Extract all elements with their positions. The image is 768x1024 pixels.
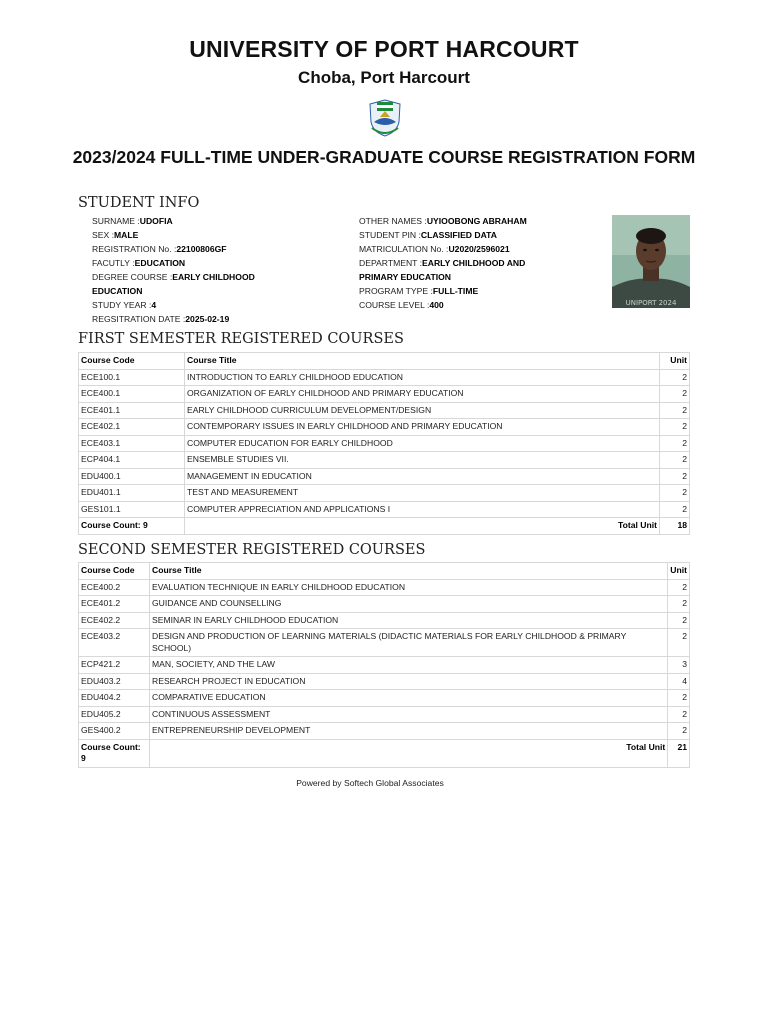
table-row [79, 629, 690, 657]
course-code: EDU403.2 [79, 673, 150, 690]
registration-date-row [92, 312, 282, 326]
course-code: GES400.2 [79, 723, 150, 740]
surname-label: SURNAME : [92, 216, 140, 226]
course-title: EARLY CHILDHOOD CURRICULUM DEVELOPMENT/DESIGN [185, 402, 660, 419]
table-row [79, 386, 690, 403]
course-unit: 2 [660, 452, 690, 469]
department-value: EARLY CHILDHOOD AND PRIMARY EDUCATION [359, 258, 526, 282]
total-unit-value: 21 [668, 739, 690, 767]
course-title: ENSEMBLE STUDIES VII. [185, 452, 660, 469]
table-row [79, 723, 690, 740]
student-pin-label: STUDENT PIN : [359, 230, 421, 240]
student-info-heading: STUDENT INFO [78, 195, 200, 211]
study-year-row [92, 298, 282, 312]
sex-label: SEX : [92, 230, 114, 240]
footer-credit: Powered by Softech Global Associates [296, 778, 444, 788]
table-row [79, 596, 690, 613]
course-title: CONTEMPORARY ISSUES IN EARLY CHILDHOOD AND PRIMARY EDUCATION [185, 419, 660, 436]
other-names-label: OTHER NAMES : [359, 216, 427, 226]
sex-value: MALE [113, 230, 139, 240]
total-unit-label: Total Unit [185, 518, 660, 535]
course-unit: 2 [660, 386, 690, 403]
column-header-unit: Unit [660, 353, 690, 370]
column-header-title: Course Title [185, 353, 660, 370]
surname-value: UDOFIA [139, 216, 173, 226]
student-photo [612, 215, 690, 308]
registration-date-value: 2025-02-19 [185, 314, 230, 324]
table-row [79, 579, 690, 596]
study-year-value: 4 [151, 300, 157, 310]
course-title: EVALUATION TECHNIQUE IN EARLY CHILDHOOD EDUCATION [150, 579, 668, 596]
column-header-title: Course Title [150, 563, 668, 580]
course-level-label: COURSE LEVEL : [359, 300, 430, 310]
sex-row [92, 228, 282, 242]
course-title: MANAGEMENT IN EDUCATION [185, 468, 660, 485]
table-row [79, 468, 690, 485]
table-header-row [79, 353, 690, 370]
university-location: Choba, Port Harcourt [298, 68, 470, 87]
table-row [79, 452, 690, 469]
total-unit-label: Total Unit [150, 739, 668, 767]
program-type-row [359, 284, 549, 298]
student-pin-value: CLASSIFIED DATA [420, 230, 497, 240]
table-header-row [79, 563, 690, 580]
table-row [79, 690, 690, 707]
other-names-value: UYIOOBONG ABRAHAM [426, 216, 527, 226]
degree-course-value: EARLY CHILDHOOD EDUCATION [92, 272, 255, 296]
course-unit: 2 [668, 596, 690, 613]
course-code: EDU401.1 [79, 485, 185, 502]
course-unit: 2 [660, 468, 690, 485]
form-title: 2023/2024 FULL-TIME UNDER-GRADUATE COURSE REGISTRATION FORM [72, 147, 696, 167]
table-row [79, 501, 690, 518]
table-row [79, 673, 690, 690]
table-row [79, 657, 690, 674]
course-title: COMPUTER APPRECIATION AND APPLICATIONS I [185, 501, 660, 518]
table-row [79, 369, 690, 386]
university-crest-icon [366, 98, 404, 138]
course-code: ECE401.1 [79, 402, 185, 419]
registration-date-label: REGSITRATION DATE : [92, 314, 186, 324]
course-title: RESEARCH PROJECT IN EDUCATION [150, 673, 668, 690]
course-title: GUIDANCE AND COUNSELLING [150, 596, 668, 613]
course-title: ENTREPRENEURSHIP DEVELOPMENT [150, 723, 668, 740]
course-code: ECP404.1 [79, 452, 185, 469]
course-code: ECE400.2 [79, 579, 150, 596]
course-title: DESIGN AND PRODUCTION OF LEARNING MATERIALS (DIDACTIC MATERIALS FOR EARLY CHILDHOOD & PRIMARY SCHOOL) [150, 629, 668, 657]
course-unit: 4 [668, 673, 690, 690]
course-unit: 2 [668, 706, 690, 723]
registration-number-label: REGISTRATION No. : [92, 244, 177, 254]
course-level-value: 400 [429, 300, 444, 310]
student-info-left [92, 214, 282, 326]
course-unit: 2 [668, 629, 690, 657]
department-label: DEPARTMENT : [359, 258, 423, 268]
course-title: CONTINUOUS ASSESSMENT [150, 706, 668, 723]
second-semester-heading: SECOND SEMESTER REGISTERED COURSES [78, 542, 426, 558]
course-level-row [359, 298, 549, 312]
course-code: ECE402.2 [79, 612, 150, 629]
course-code: ECE400.1 [79, 386, 185, 403]
course-unit: 2 [660, 501, 690, 518]
registration-number-row [92, 242, 282, 256]
student-info-right [359, 214, 549, 312]
course-unit: 2 [668, 723, 690, 740]
first-semester-heading: FIRST SEMESTER REGISTERED COURSES [78, 331, 404, 347]
course-count: Course Count: 9 [79, 739, 150, 767]
table-row [79, 612, 690, 629]
surname-row [92, 214, 282, 228]
course-unit: 2 [660, 402, 690, 419]
table-row [79, 485, 690, 502]
table-row [79, 402, 690, 419]
table-row [79, 419, 690, 436]
column-header-code: Course Code [79, 353, 185, 370]
course-unit: 2 [660, 369, 690, 386]
course-code: ECE403.1 [79, 435, 185, 452]
course-unit: 2 [668, 612, 690, 629]
program-type-label: PROGRAM TYPE : [359, 286, 433, 296]
table-row [79, 435, 690, 452]
column-header-code: Course Code [79, 563, 150, 580]
matriculation-number-row [359, 242, 549, 256]
course-unit: 2 [660, 485, 690, 502]
course-title: ORGANIZATION OF EARLY CHILDHOOD AND PRIMARY EDUCATION [185, 386, 660, 403]
degree-course-row [92, 270, 282, 298]
student-pin-row [359, 228, 549, 242]
course-code: EDU400.1 [79, 468, 185, 485]
department-row [359, 256, 549, 284]
faculty-row [92, 256, 282, 270]
faculty-value: EDUCATION [134, 258, 186, 268]
course-unit: 2 [660, 419, 690, 436]
study-year-label: STUDY YEAR : [92, 300, 152, 310]
other-names-row [359, 214, 549, 228]
course-title: MAN, SOCIETY, AND THE LAW [150, 657, 668, 674]
table-row [79, 706, 690, 723]
second-semester-table [78, 562, 690, 768]
course-title: SEMINAR IN EARLY CHILDHOOD EDUCATION [150, 612, 668, 629]
table-total-row [79, 739, 690, 767]
course-unit: 3 [668, 657, 690, 674]
course-count: Course Count: 9 [79, 518, 185, 535]
matriculation-number-label: MATRICULATION No. : [359, 244, 449, 254]
program-type-value: FULL-TIME [432, 286, 479, 296]
column-header-unit: Unit [668, 563, 690, 580]
registration-number-value: 22100806GF [176, 244, 227, 254]
faculty-label: FACUTLY : [92, 258, 135, 268]
university-name: UNIVERSITY OF PORT HARCOURT [189, 36, 579, 62]
course-code: EDU404.2 [79, 690, 150, 707]
course-unit: 2 [668, 690, 690, 707]
table-total-row [79, 518, 690, 535]
course-code: ECE403.2 [79, 629, 150, 657]
first-semester-table [78, 352, 690, 535]
total-unit-value: 18 [660, 518, 690, 535]
course-code: EDU405.2 [79, 706, 150, 723]
photo-watermark: UNIPORT 2024 [625, 299, 677, 307]
matriculation-number-value: U2020/2596021 [448, 244, 510, 254]
course-title: INTRODUCTION TO EARLY CHILDHOOD EDUCATION [185, 369, 660, 386]
course-title: TEST AND MEASUREMENT [185, 485, 660, 502]
course-unit: 2 [668, 579, 690, 596]
course-code: ECE401.2 [79, 596, 150, 613]
course-code: ECP421.2 [79, 657, 150, 674]
course-title: COMPUTER EDUCATION FOR EARLY CHILDHOOD [185, 435, 660, 452]
course-code: ECE100.1 [79, 369, 185, 386]
course-title: COMPARATIVE EDUCATION [150, 690, 668, 707]
course-code: GES101.1 [79, 501, 185, 518]
degree-course-label: DEGREE COURSE : [92, 272, 173, 282]
course-unit: 2 [660, 435, 690, 452]
course-code: ECE402.1 [79, 419, 185, 436]
